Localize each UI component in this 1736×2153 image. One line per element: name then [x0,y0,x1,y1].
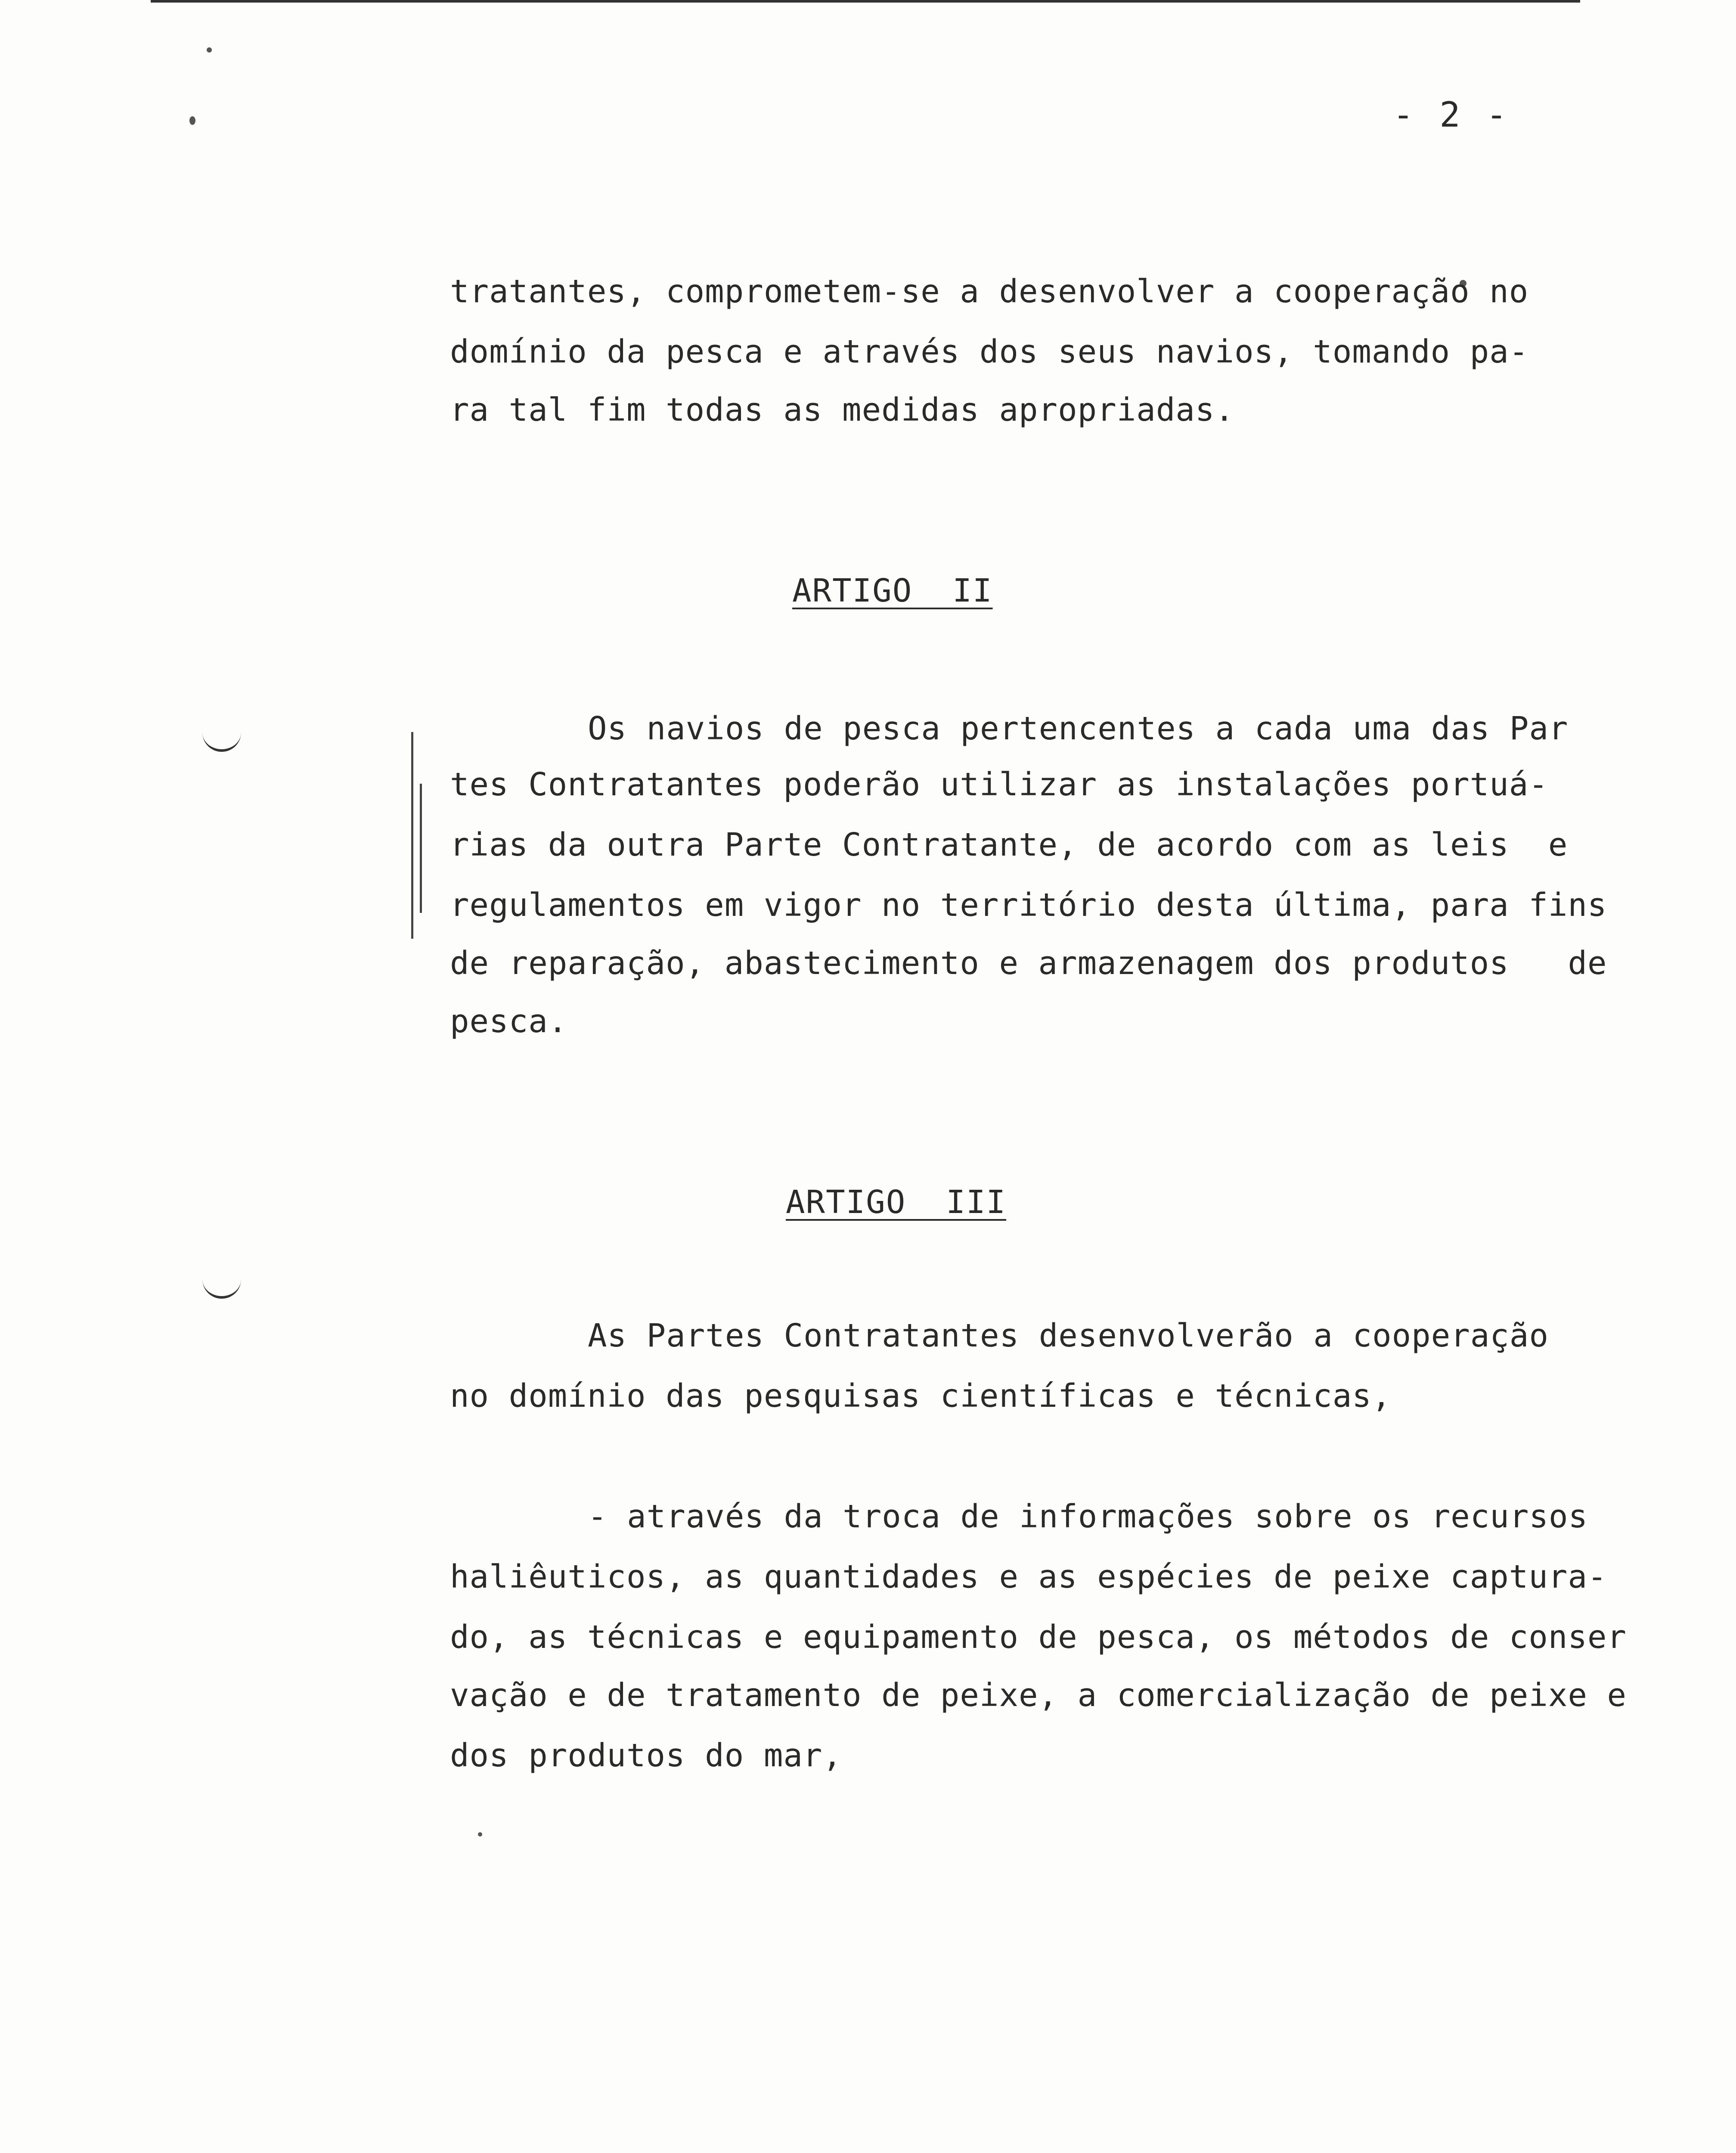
artigo-3-item-line-4: vação e de tratamento de peixe, a comercialização de peixe e [450,1677,1627,1714]
top-edge-rule [151,0,1580,3]
artigo-3-item-line-1: - através da troca de informações sobre os recursos [588,1498,1588,1535]
scan-speck [207,47,212,53]
artigo-2-line-1: Os navios de pesca pertencentes a cada uma das Par [588,710,1569,747]
artigo-3-item-line-2: haliêuticos, as quantidades e as espécies de peixe captura- [450,1558,1607,1595]
paragraph-1-line-2: domínio da pesca e através dos seus navios, tomando pa- [450,333,1529,370]
artigo-2-line-4: regulamentos em vigor no território desta última, para fins [450,887,1607,924]
paragraph-1-line-3: ra tal fim todas as medidas apropriadas. [450,391,1235,428]
artigo-3-heading: ARTIGO III [786,1184,1007,1221]
margin-mark [202,728,241,752]
scan-speck [478,1832,482,1837]
artigo-3-intro-line-2: no domínio das pesquisas científicas e técnicas, [450,1377,1392,1415]
artigo-3-item-line-3: do, as técnicas e equipamento de pesca, os métodos de conser [450,1619,1627,1656]
artigo-2-line-3: rias da outra Parte Contratante, de acordo com as leis e [450,826,1568,863]
scan-speck [189,116,195,125]
artigo-2-line-6: pesca. [450,1003,568,1040]
artigo-3-item-line-5: dos produtos do mar, [450,1737,843,1774]
margin-mark [202,1275,241,1299]
paragraph-1-line-1: tratantes, comprometem-se a desenvolver a cooperação no [450,273,1529,310]
artigo-2-heading: ARTIGO II [792,572,993,609]
margin-vertical-mark [420,784,422,913]
margin-vertical-mark [411,732,413,939]
artigo-3-intro-line-1: As Partes Contratantes desenvolverão a cooperação [588,1317,1549,1354]
artigo-2-line-5: de reparação, abastecimento e armazenagem dos produtos de [450,945,1607,982]
artigo-2-line-2: tes Contratantes poderão utilizar as instalações portuá- [450,766,1548,803]
page-number: - 2 - [1393,95,1510,135]
